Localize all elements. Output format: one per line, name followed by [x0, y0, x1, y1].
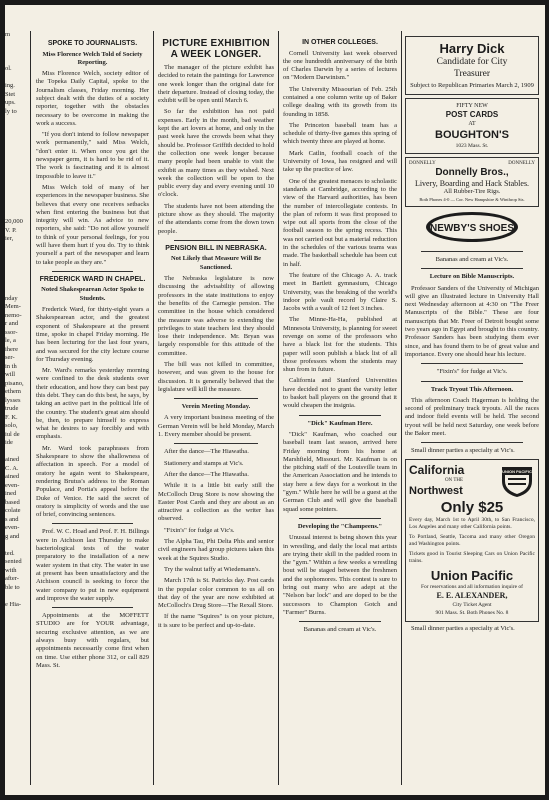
- fragment-line: [5, 150, 27, 159]
- fragment-line: [5, 176, 27, 185]
- fragment-line: [5, 269, 27, 278]
- headline-journalists: SPOKE TO JOURNALISTS.: [47, 40, 138, 47]
- subhead-pension: Not Likely that Measure Will Be Sanctioned.: [170, 255, 262, 271]
- column-rule: [153, 31, 154, 785]
- article-paragraph: The Princeton baseball team has a schedule of thirty-five games this spring of which twenty three are played at home.: [283, 121, 397, 146]
- fragment-line: ssor-: [5, 328, 18, 336]
- ad-text: AT: [468, 121, 476, 128]
- article-paragraph: The feature of the Chicago A. A. track meet in Bartlett gymnasium, Chicago University, was the breaking of the world's indoor pole vault record by Claire S. Jacobs with a vault of 12 feet 3 inches.: [283, 271, 397, 313]
- fragment-line: ier,: [5, 235, 14, 242]
- article-paragraph: Mr. Ward's remarks yesterday morning were confined to the desk students over their education, and how they can best pay this debt. They can do this best, he says, by taking an active part in the political life of the country. The student's great aim should be, then, to prepare himself to express what he desires to say forcibly and with emphasis.: [36, 367, 149, 441]
- ad-title: California: [409, 462, 465, 477]
- article-paragraph: Unusual interest is being shown this year in wrestling, and daily the local mat artists are trying their skill in the padded room in the "gym." Within a few weeks a wrestling bout will be staged between the freshmen and the sophomores. This contest is sure to bring out many who are adept at the "Nelson bar lock" and are doped to be the successors to Champion Gotch and "Farmer" Burns.: [283, 534, 397, 616]
- ad-text: Every day, March 1st to April 30th, to San Francisco, Los Angeles and many other California points.: [409, 516, 535, 530]
- fragment-line: ethem: [5, 388, 21, 395]
- article-paragraph: California and Stanford Universities have decided not to grant the varsity letter to basket ball players on the ground that it would cheapen the insignia.: [283, 377, 397, 410]
- ad-text: All Rubber-Tire Rigs.: [443, 188, 501, 196]
- article-paragraph: So far the exhibition has not paid expenses. Early in the month, bad weather kept the art lovers at home, and only in the past week have the crowds been what they should be. Professor Griffith decided to hold the collection one week longer because many people had been unable to visit the exhibit as many times as they wished. Next week the collection will be open to the public every day and every evening until 10 o'clock.: [158, 108, 274, 199]
- ad-donnelly: [405, 157, 539, 207]
- fragment-line: m: [5, 31, 11, 38]
- column-3: [283, 37, 397, 787]
- fragment-line: [5, 193, 27, 202]
- ad-text: 901 Mass. St. Both Phones No. 8: [435, 610, 509, 617]
- divider: [421, 268, 523, 269]
- headline-verein: Verein Meeting Monday.: [181, 403, 251, 411]
- fragment-line: ted.: [5, 549, 15, 557]
- fragment-line: 20,000: [5, 218, 23, 225]
- ad-text: 1023 Mass. St.: [455, 142, 489, 149]
- divider: [421, 363, 523, 364]
- ad-line: Bananas and cream at Vic's.: [303, 626, 377, 634]
- fragment-line: [5, 159, 27, 168]
- divider: [52, 607, 133, 608]
- divider: [299, 518, 381, 519]
- headline-ward: FREDERICK WARD IN CHAPEL.: [39, 275, 146, 283]
- fragment-line: e Hia-: [5, 600, 22, 608]
- up-header: [409, 463, 535, 499]
- ad-line: If the name "Squires" is on your picture, it is sure to be perfect and up-to-date.: [158, 613, 274, 629]
- fragment-line: pisano,: [5, 379, 24, 387]
- article-paragraph: This afternoon Coach Hagerman is holding the second of preliminary track tryouts. All the races and indoor field events will be held. The second tryout will be held next Saturday, one week before the Baker meet.: [405, 396, 539, 438]
- article-paragraph: "If you don't intend to follow newspaper work permanently," said Miss Welch, "don't enter it. When once you get the newspaper germ, it is hard to be rid of it. The work is fascinating and it is almost impossible to leave it.": [36, 131, 149, 180]
- fragment-line: [5, 541, 27, 550]
- column-fragment: [5, 31, 27, 787]
- shoe-logo-icon: [424, 210, 520, 244]
- divider: [52, 523, 133, 524]
- headline-track: Track Tryout This Afternoon.: [430, 385, 514, 393]
- ad-line: After the dance—The Hiawatha.: [164, 448, 249, 456]
- shoe-logo: [405, 210, 539, 247]
- fragment-line: even-: [5, 524, 20, 531]
- ad-title: Northwest: [409, 485, 463, 498]
- agent-name: E. E. ALEXANDER,: [436, 590, 508, 600]
- column-2: [158, 36, 274, 787]
- article-paragraph: The bill was not killed in committee, however, and was given to the house for discussion. It is generally believed that the legislature will kill the measure.: [158, 361, 274, 393]
- fragment-line: s and: [5, 515, 19, 523]
- fragment-line: ol.: [5, 65, 12, 72]
- fragment-line: [5, 261, 27, 270]
- fragment-line: ide: [5, 439, 13, 446]
- ad-line: March 17th is St. Patricks day. Post cards in the popular color common to us all on that day of the year are now exhibited at McColloch's Drug Store—The Rexall Store.: [158, 577, 274, 610]
- divider: [174, 443, 258, 444]
- fragment-line: [5, 125, 27, 134]
- newspaper-page: [5, 5, 545, 795]
- ad-text: Both Phones 4-0 — Cor. New Hampshire & Winthrop Sts.: [419, 196, 525, 202]
- ad-text: For reservations and all information inquire of: [420, 583, 524, 590]
- ad-text: ON THE: [444, 477, 464, 483]
- ad-union-pacific: [405, 459, 539, 622]
- shoe-logo-text: NEWBY'S SHOES: [429, 222, 515, 234]
- fragment-line: in th: [5, 362, 17, 370]
- article-paragraph: Mark Catlin, football coach of the University of Iowa, has resigned and will take up the practice of law.: [283, 149, 397, 174]
- up-header-text: [409, 463, 499, 498]
- fragment-line: sented: [5, 558, 22, 565]
- fragment-line: with: [5, 566, 17, 574]
- headline-pension: PENSION BILL IN NEBRASKA.: [165, 244, 267, 252]
- ad-text: FIFTY NEW: [456, 103, 488, 109]
- fragment-line: [5, 184, 27, 193]
- article-paragraph: The Minne-Ha-Ha, published at Minnesota University, is planning for sweet revenge on some of the professors who have a black list for the students. This paper will soon publish a black list of all those professors whom the students may shun from in future.: [283, 316, 397, 374]
- ad-text: To Portland, Seattle, Tacoma and many other Oregon and Washington points.: [409, 533, 535, 547]
- fragment-line: ained: [5, 473, 20, 480]
- fragment-line: based: [5, 498, 20, 506]
- ad-moffett: Appointments at the MOFFETT STUDIO are for YOUR advantage, securing exclusive attention, as we are always busy with regulars, but appointments necessarily come first when on time. Use either phone 312, or call 829 Mass. St.: [36, 612, 149, 669]
- fragment-line: trude: [5, 405, 19, 412]
- headline-champeens: Developing the "Champeens.": [297, 522, 383, 530]
- fragment-line: [5, 278, 27, 287]
- divider: [174, 240, 258, 241]
- column-rule: [401, 31, 402, 785]
- fragment-line: [5, 592, 27, 601]
- divider: [52, 271, 133, 272]
- union-pacific-shield-icon: [499, 463, 535, 499]
- article-paragraph: Prof. W. C. Hoad and Prof. F. H. Billings were in Atchison last Thursday to make bacteriological tests of the water preparatory to the installation of a new water system in that city. The water in use at present has been unsatisfactory and the Atchison council is seeking to force the water company to put in new equipment and improve the water supply.: [36, 528, 149, 602]
- fragment-line: ained: [5, 456, 20, 463]
- ad-harry-dick: [405, 36, 539, 95]
- ad-text: City Ticket Agent: [452, 601, 492, 608]
- ad-line: After the dance—The Hiawatha.: [164, 470, 249, 478]
- column-rule: [278, 31, 279, 785]
- ad-text: Tickets good in Tourist Sleeping Cars on Union Pacific trains.: [409, 550, 535, 564]
- fragment-line: [5, 142, 27, 151]
- ad-boughtons: [405, 98, 539, 154]
- fragment-line: solo,: [5, 422, 18, 429]
- divider: [299, 415, 381, 416]
- article-paragraph: The manager of the picture exhibit has decided to retain the paintings for Lawrence one week longer than the original date for their departure. Instead of closing today, the exhibit will be open until March 6.: [158, 64, 274, 105]
- article-paragraph: The University Missourian of Feb. 25th contained a one column write up of Baker college dealing with its growth from its founding in 1858.: [283, 85, 397, 118]
- fragment-line: [5, 286, 27, 295]
- fragment-line: [5, 133, 27, 142]
- office-line: Candidate for City: [436, 57, 508, 67]
- divider: [174, 398, 258, 399]
- fragment-line: after-: [5, 575, 19, 582]
- fragment-line: ihere: [5, 345, 18, 353]
- article-paragraph: One of the greatest menaces to scholastic standards at Cambridge, according to the view of the Harvard authorities, has been the number of intercollegiate contests. In the plan of reform it was first proposed to wipe out all sports from the close of the football season to the spring recess. This was not carried out but a material reduction in the schedules of the various teams was made. The basketball schedule has been cut in half.: [283, 177, 397, 268]
- office-line: Treasurer: [453, 69, 491, 79]
- ad-line: The Alpha Tau, Phi Delta Phis and senior civil engineers had group pictures taken this week at the Squires Studio.: [158, 538, 274, 562]
- fragment-line: ser-: [5, 354, 15, 361]
- fragment-line: colate: [5, 507, 21, 514]
- fragment-line: [5, 74, 27, 83]
- ad-text: POST CARDS: [445, 110, 499, 120]
- fragment-line: [5, 40, 27, 49]
- primary-note: Subject to Republican Primaries March 2, 1909: [410, 82, 534, 89]
- column-1: [36, 38, 149, 787]
- article-paragraph: Frederick Ward, for thirty-eight years a Shakespearean actor, and the greatest exponent of Shakespeare at the present time, spoke in chapel Friday morning. He has been lecturing for the last four years, and was secured for the city lecture course for Thursday evening.: [36, 306, 149, 363]
- ad-text: Livery, Boarding and Hack Stables.: [414, 178, 530, 188]
- fragment-line: [5, 116, 27, 125]
- fragment-line: lysses: [5, 396, 21, 404]
- fragment-line: C. A.: [5, 464, 19, 472]
- article-paragraph: A very important business meeting of the German Verein will be held Monday, March 1. Every member should be present.: [158, 414, 274, 439]
- ad-line: Try the walnut taffy at Wiedemann's.: [164, 565, 261, 573]
- fragment-line: [5, 252, 27, 261]
- headline-kaufman: "Dick" Kaufman Here.: [307, 419, 373, 427]
- subhead-journalists: Miss Florence Welch Told of Society Reporting.: [42, 50, 143, 66]
- subhead-ward: Noted Shakespearean Actor Spoke to Students.: [41, 286, 144, 302]
- article-paragraph: The Nebraska legislature is now discussing the advisability of allowing professors in the state institutions to enjoy the benefits of the Carnegie pension. The committee in the house which considered the measure was adverse to extending the privileges to state teachers lest they should lose their independence. Mr. Bryan was largely responsible for this attitude of the committee.: [158, 275, 274, 357]
- shield-label: UNION PACIFIC: [502, 468, 532, 474]
- divider: [421, 381, 523, 382]
- fragment-line: [5, 244, 27, 253]
- ad-line: "Fixin's" for fudge at Vic's.: [164, 526, 235, 534]
- headline-picture-exhibition: PICTURE EXHIBITION A WEEK LONGER.: [162, 38, 270, 60]
- ad-line: Small dinner parties a specialty at Vic's.: [411, 447, 515, 455]
- fragment-line: ups.: [5, 99, 16, 106]
- ad-title: Union Pacific: [430, 567, 514, 583]
- fragment-line: will: [5, 371, 16, 378]
- fragment-line: Mem-: [5, 303, 21, 310]
- ad-line: Stationery and stamps at Vic's.: [164, 459, 244, 467]
- fragment-line: [5, 448, 27, 457]
- fragment-line: V. P.: [5, 226, 17, 234]
- fragment-line: nemo-: [5, 311, 22, 319]
- ad-line: "Fixin's" for fudge at Vic's.: [436, 368, 508, 376]
- ad-line: While it is a little bit early still the McColloch Drug Store is now showing the Easter Post Cards and they are about as an attractive a collection as the writer has observed.: [158, 482, 274, 523]
- article-paragraph: Cornell University last week observed the one hundredth anniversary of the birth of Charles Darwin by a series of lectures on "Modern Darwinism.": [283, 49, 397, 82]
- article-paragraph: Miss Florence Welch, society editor of the Topeka Daily Capital, spoke to the Journalism classes, Friday morning. Her subject dealt with the duties of a society reporter, together with the obstacles necessary to be overcome in making the work a success.: [36, 70, 149, 127]
- fragment-line: [5, 201, 27, 210]
- headline-other-colleges: IN OTHER COLLEGES.: [302, 39, 378, 46]
- divider: [421, 251, 523, 252]
- ad-line: Bananas and cream at Vic's.: [435, 255, 509, 263]
- article-paragraph: Professor Sanders of the University of Michigan will give an illustrated lecture in University Hall next Wednesday afternoon at 4:30 on "The Freer Manuscripts of the Bible." These are four manuscripts that Mr. Freer of Detroit bought some two years ago in Egypt and brought to this country. Professor Sanders has been studying them ever since, and has found them to be of great value and importance. Every one should hear his lecture.: [405, 284, 539, 358]
- headline-bible: Lecture on Bible Manuscripts.: [429, 273, 515, 281]
- ad-text: DONNELLY: [409, 160, 436, 166]
- fragment-line: F. K.: [5, 413, 18, 421]
- fragment-line: nday: [5, 294, 18, 302]
- fragment-line: [5, 210, 27, 219]
- fragment-line: le, a: [5, 337, 16, 344]
- price: Only $25: [440, 498, 504, 516]
- fragment-line: iul de: [5, 430, 20, 438]
- divider: [421, 442, 523, 443]
- fragment-line: even-: [5, 481, 20, 489]
- ad-title: Donnelly Bros.,: [435, 166, 509, 178]
- fragment-line: Stet: [5, 90, 16, 98]
- article-paragraph: The students have not been attending the picture show as they should. The majority of the attendants come from the down town people.: [158, 202, 274, 235]
- fragment-line: [5, 167, 27, 176]
- column-4: [405, 33, 539, 787]
- article-paragraph: Miss Welch told of many of her experiences in the newspaper business. She believes that every one receives setbacks when first entering the business but that integrity will win. As advice to new reporters, she said: "Do not allow yourself to think of your personal feelings, for you will have them hurt if you do. Try to think yourself a part of the newspaper and learn to take people as they are.": [36, 183, 149, 266]
- ad-text: DONNELLY: [508, 160, 535, 166]
- fragment-line: ined: [5, 490, 17, 497]
- fragment-line: r and: [5, 320, 19, 327]
- column-rule: [30, 31, 31, 785]
- fragment-line: [5, 57, 27, 66]
- candidate-name: Harry Dick: [439, 41, 505, 56]
- store-name: BOUGHTON'S: [435, 128, 509, 141]
- divider: [299, 621, 381, 622]
- ad-line: Small dinner parties a specialty at Vic's.: [411, 624, 515, 632]
- article-paragraph: "Dick" Kaufman, who coached our baseball team last season, arrived here Friday morning from his home at Marshfield, Missouri. Mr. Kaufman is on the pitching staff of the Louisville team in the American Association and he intends to stay here a few days for a workout in the "gym." While here he will be a guest at the German Club and will give the baseball squad some pointers.: [283, 430, 397, 513]
- fragment-line: g and: [5, 532, 20, 540]
- article-paragraph: Mr. Ward took paraphrases from Shakespeare to show the shallowness of affectation in speech. For a model of oratory he again went to Shakespeare, rendering Brutus's address to the Roman Populace, and Portia's appeal before the Duke of Venice. He said the secret of oratory is simplicity of words and the use of brief, convincing sentences.: [36, 444, 149, 519]
- fragment-line: [5, 48, 27, 57]
- fragment-line: ing.: [5, 82, 15, 89]
- fragment-line: ly to: [5, 107, 17, 115]
- fragment-line: ble to: [5, 583, 20, 591]
